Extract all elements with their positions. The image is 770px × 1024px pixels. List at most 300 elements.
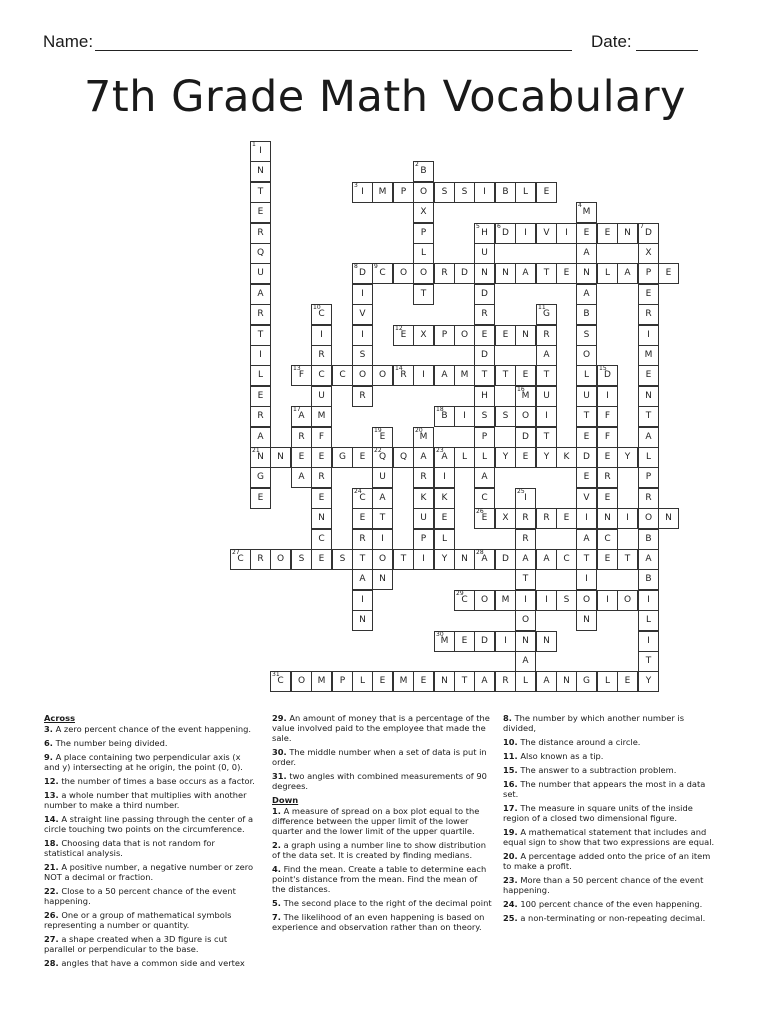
cell-letter: N	[604, 513, 611, 523]
clue-item	[272, 898, 492, 908]
clue-number-label: 1.	[272, 806, 281, 816]
grid-cell	[250, 263, 271, 284]
grid-cell	[434, 447, 455, 468]
cell-letter: D	[604, 370, 611, 380]
grid-cell	[474, 549, 495, 570]
cell-letter: I	[463, 411, 466, 421]
grid-cell	[638, 243, 659, 264]
grid-cell	[434, 182, 455, 203]
grid-cell	[413, 284, 434, 305]
clue-number-label: 20.	[503, 851, 518, 861]
clue-number: 12	[395, 325, 403, 332]
cell-letter: N	[257, 166, 264, 176]
cell-letter: E	[420, 676, 427, 686]
cell-letter: P	[645, 268, 652, 278]
cell-letter: P	[420, 534, 427, 544]
clue-number-label: 3.	[44, 724, 53, 734]
cell-letter: M	[440, 636, 449, 646]
grid-cell	[352, 529, 373, 550]
grid-cell	[576, 427, 597, 448]
grid-cell	[576, 467, 597, 488]
cell-letter: R	[318, 472, 325, 482]
cell-letter: R	[257, 411, 264, 421]
clue-item	[272, 713, 492, 743]
clue-item	[503, 803, 715, 823]
grid-cell	[638, 365, 659, 386]
clue-number-label: 6.	[44, 738, 53, 748]
grid-cell	[576, 386, 597, 407]
grid-cell	[474, 284, 495, 305]
grid-cell	[291, 671, 312, 692]
clue-item	[272, 864, 492, 894]
grid-cell	[536, 304, 557, 325]
cell-letter: A	[257, 289, 264, 299]
cell-letter: S	[461, 187, 468, 197]
grid-cell	[576, 549, 597, 570]
grid-cell	[250, 467, 271, 488]
cell-letter: V	[583, 493, 590, 503]
grid-cell	[597, 223, 618, 244]
cell-letter: E	[665, 268, 672, 278]
grid-cell	[250, 202, 271, 223]
cell-letter: M	[460, 370, 469, 380]
cell-letter: Q	[399, 452, 408, 462]
grid-cell	[638, 386, 659, 407]
grid-cell	[372, 467, 393, 488]
across-heading: Across	[44, 713, 76, 723]
grid-cell	[311, 508, 332, 529]
grid-cell	[393, 671, 414, 692]
clue-number-label: 10.	[503, 737, 518, 747]
cell-letter: K	[420, 493, 427, 503]
grid-cell	[536, 345, 557, 366]
grid-cell	[576, 406, 597, 427]
cell-letter: L	[645, 615, 651, 625]
grid-cell	[270, 549, 291, 570]
cell-letter: E	[257, 493, 264, 503]
cell-letter: A	[543, 350, 550, 360]
cell-letter: L	[522, 676, 528, 686]
cell-letter: E	[604, 493, 611, 503]
cell-letter: U	[379, 472, 386, 482]
grid-cell	[515, 365, 536, 386]
cell-letter: U	[583, 391, 590, 401]
grid-cell	[434, 467, 455, 488]
cell-letter: T	[543, 370, 550, 380]
cell-letter: F	[604, 411, 611, 421]
grid-cell	[352, 590, 373, 611]
clue-item	[44, 838, 256, 858]
grid-cell	[515, 386, 536, 407]
cell-letter: A	[441, 452, 448, 462]
cell-letter: B	[583, 309, 590, 319]
grid-cell	[250, 386, 271, 407]
cell-letter: I	[585, 574, 588, 584]
grid-cell	[413, 529, 434, 550]
clue-text: The answer to a subtraction problem.	[517, 765, 677, 775]
cell-letter: R	[522, 534, 529, 544]
grid-cell	[556, 223, 577, 244]
grid-cell	[311, 671, 332, 692]
grid-cell	[556, 508, 577, 529]
cell-letter: N	[645, 391, 652, 401]
cell-letter: E	[522, 452, 529, 462]
cell-letter: E	[583, 472, 590, 482]
cell-letter: S	[563, 595, 570, 605]
cell-letter: E	[645, 370, 652, 380]
cell-letter: I	[320, 330, 323, 340]
cell-letter: E	[481, 513, 488, 523]
grid-cell	[536, 590, 557, 611]
cell-letter: L	[461, 452, 467, 462]
cell-letter: R	[645, 309, 652, 319]
grid-cell	[311, 447, 332, 468]
down-clues	[272, 806, 492, 932]
clue-text: a whole number that multiplies with another number to make a third number.	[44, 790, 247, 810]
cell-letter: S	[481, 411, 488, 421]
grid-cell	[413, 467, 434, 488]
grid-cell	[352, 549, 373, 570]
cell-letter: D	[359, 268, 366, 278]
cell-letter: A	[583, 248, 590, 258]
cell-letter: T	[583, 411, 590, 421]
cell-letter: R	[481, 309, 488, 319]
clue-number-label: 28.	[44, 958, 59, 968]
grid-cell	[617, 263, 638, 284]
clue-text: A percentage added onto the price of an item to make a profit.	[503, 851, 711, 871]
clue-number-label: 8.	[503, 713, 512, 723]
grid-cell	[515, 263, 536, 284]
grid-cell	[311, 488, 332, 509]
grid-cell	[454, 263, 475, 284]
clue-number: 18	[436, 406, 444, 413]
cell-letter: A	[583, 289, 590, 299]
clue-text: A zero percent chance of the event happening.	[52, 724, 252, 734]
grid-cell	[454, 671, 475, 692]
cell-letter: A	[624, 268, 631, 278]
clue-item	[272, 771, 492, 791]
grid-cell	[332, 549, 353, 570]
grid-cell	[658, 508, 679, 529]
grid-cell	[576, 569, 597, 590]
grid-cell	[454, 631, 475, 652]
grid-cell	[250, 141, 271, 162]
cell-letter: T	[502, 370, 509, 380]
clue-item	[503, 913, 715, 923]
cell-letter: U	[420, 513, 427, 523]
cell-letter: T	[257, 187, 264, 197]
grid-cell	[291, 427, 312, 448]
grid-cell	[311, 325, 332, 346]
cell-letter: S	[359, 350, 366, 360]
clue-text: 100 percent chance of the even happening.	[517, 899, 703, 909]
grid-cell	[291, 447, 312, 468]
clue-text: The second place to the right of the decimal point	[280, 898, 492, 908]
cell-letter: A	[543, 554, 550, 564]
cell-letter: C	[461, 595, 468, 605]
clue-text: More than a 50 percent chance of the event happening.	[503, 875, 704, 895]
grid-cell	[250, 365, 271, 386]
cell-letter: A	[481, 676, 488, 686]
clue-item	[44, 724, 256, 734]
clue-item	[44, 790, 256, 810]
grid-cell	[413, 243, 434, 264]
cell-letter: A	[522, 268, 529, 278]
clue-text: The measure in square units of the inside region of a closed two dimensional figure.	[503, 803, 693, 823]
cell-letter: N	[624, 228, 631, 238]
cell-letter: E	[522, 370, 529, 380]
cell-letter: E	[318, 554, 325, 564]
cell-letter: A	[420, 452, 427, 462]
grid-cell	[638, 467, 659, 488]
cell-letter: N	[359, 615, 366, 625]
clue-number-label: 4.	[272, 864, 281, 874]
grid-cell	[352, 569, 373, 590]
grid-cell	[372, 447, 393, 468]
cell-letter: I	[259, 350, 262, 360]
cell-letter: I	[524, 493, 527, 503]
grid-cell	[454, 182, 475, 203]
clue-item	[44, 752, 256, 772]
grid-cell	[638, 223, 659, 244]
grid-cell	[352, 365, 373, 386]
grid-cell	[372, 488, 393, 509]
cell-letter: R	[645, 493, 652, 503]
grid-cell	[515, 529, 536, 550]
clue-item	[503, 899, 715, 909]
grid-cell	[515, 406, 536, 427]
grid-cell	[495, 365, 516, 386]
cell-letter: A	[298, 411, 305, 421]
cell-letter: E	[583, 432, 590, 442]
grid-cell	[311, 529, 332, 550]
clue-number-label: 7.	[272, 912, 281, 922]
cell-letter: E	[563, 513, 570, 523]
clue-text: Close to a 50 percent chance of the event happening.	[44, 886, 236, 906]
grid-cell	[372, 569, 393, 590]
grid-cell	[536, 549, 557, 570]
cell-letter: M	[378, 187, 387, 197]
grid-cell	[617, 549, 638, 570]
cell-letter: I	[504, 636, 507, 646]
grid-cell	[638, 671, 659, 692]
grid-cell	[270, 447, 291, 468]
cell-letter: C	[604, 534, 611, 544]
cell-letter: I	[483, 187, 486, 197]
grid-cell	[352, 325, 373, 346]
grid-cell	[495, 325, 516, 346]
grid-cell	[556, 447, 577, 468]
grid-cell	[576, 325, 597, 346]
cell-letter: T	[400, 554, 407, 564]
grid-cell	[434, 406, 455, 427]
grid-cell	[658, 263, 679, 284]
cell-letter: E	[379, 432, 386, 442]
clue-number: 17	[293, 406, 301, 413]
cell-letter: I	[361, 595, 364, 605]
clue-number: 5	[476, 223, 480, 230]
grid-cell	[393, 325, 414, 346]
grid-cell	[372, 549, 393, 570]
cell-letter: R	[298, 432, 305, 442]
grid-cell	[495, 406, 516, 427]
cell-letter: M	[582, 207, 591, 217]
grid-cell	[474, 447, 495, 468]
grid-cell	[474, 223, 495, 244]
cell-letter: A	[583, 534, 590, 544]
clue-text: A place containing two perpendicular axis (x and y) intersecting at he origin, the point (0, 0).	[44, 752, 243, 772]
cell-letter: R	[441, 268, 448, 278]
grid-cell	[291, 406, 312, 427]
grid-cell	[638, 651, 659, 672]
grid-cell	[576, 447, 597, 468]
cell-letter: C	[563, 554, 570, 564]
grid-cell	[638, 488, 659, 509]
grid-cell	[536, 263, 557, 284]
cell-letter: I	[443, 472, 446, 482]
grid-cell	[536, 386, 557, 407]
grid-cell	[434, 508, 455, 529]
grid-cell	[250, 182, 271, 203]
cell-letter: F	[318, 432, 325, 442]
cell-letter: Y	[543, 452, 550, 462]
cell-letter: L	[359, 676, 365, 686]
clue-number: 28	[476, 549, 484, 556]
cell-letter: N	[522, 330, 529, 340]
clue-text: The number that appears the most in a data set.	[503, 779, 706, 799]
cell-letter: N	[257, 452, 264, 462]
grid-cell	[597, 447, 618, 468]
cell-letter: O	[276, 554, 285, 564]
grid-cell	[250, 161, 271, 182]
cell-letter: P	[645, 472, 652, 482]
clue-text: The likelihood of an even happening is based on experience and observation rather than on theory.	[272, 912, 485, 932]
grid-cell	[434, 671, 455, 692]
cell-letter: V	[359, 309, 366, 319]
clue-item	[503, 737, 715, 747]
clue-number: 4	[578, 202, 582, 209]
clue-item	[503, 827, 715, 847]
cell-letter: R	[257, 309, 264, 319]
cell-letter: D	[481, 350, 488, 360]
cell-letter: E	[543, 187, 550, 197]
clue-text: The number by which another number is divided,	[503, 713, 685, 733]
grid-cell	[515, 631, 536, 652]
clue-number: 13	[293, 365, 301, 372]
grid-cell	[638, 590, 659, 611]
cell-letter: A	[522, 656, 529, 666]
grid-cell	[474, 365, 495, 386]
clue-text: a shape created when a 3D figure is cut parallel or perpendicular to the base.	[44, 934, 228, 954]
cell-letter: I	[524, 228, 527, 238]
grid-cell	[352, 345, 373, 366]
cell-letter: A	[441, 370, 448, 380]
cell-letter: A	[298, 472, 305, 482]
cell-letter: R	[522, 513, 529, 523]
grid-cell	[250, 488, 271, 509]
clue-text: A straight line passing through the center of a circle touching two points on the circumference.	[44, 814, 254, 834]
cell-letter: E	[441, 513, 448, 523]
cell-letter: E	[379, 676, 386, 686]
grid-cell	[434, 529, 455, 550]
grid-cell	[474, 590, 495, 611]
clue-item	[44, 814, 256, 834]
clue-text: A measure of spread on a box plot equal to the difference between the upper limit of the lower quarter and the lower limit of the upper quartile.	[272, 806, 480, 836]
cell-letter: R	[604, 472, 611, 482]
clue-item	[44, 776, 256, 786]
grid-cell	[413, 488, 434, 509]
cell-letter: X	[502, 513, 509, 523]
grid-cell	[332, 365, 353, 386]
grid-cell	[515, 569, 536, 590]
clue-text: A positive number, a negative number or zero NOT a decimal or fraction.	[44, 862, 254, 882]
cell-letter: D	[502, 228, 509, 238]
grid-cell	[352, 284, 373, 305]
grid-cell	[250, 427, 271, 448]
clue-text: a non-terminating or non-repeating decimal.	[517, 913, 706, 923]
cell-letter: Y	[645, 676, 652, 686]
cell-letter: R	[257, 554, 264, 564]
clue-item	[503, 779, 715, 799]
cell-letter: U	[257, 268, 264, 278]
cell-letter: U	[318, 391, 325, 401]
grid-cell	[556, 549, 577, 570]
grid-cell	[495, 631, 516, 652]
cell-letter: R	[359, 534, 366, 544]
grid-cell	[638, 610, 659, 631]
grid-cell	[413, 671, 434, 692]
clue-number: 11	[538, 304, 546, 311]
grid-cell	[638, 529, 659, 550]
grid-cell	[617, 447, 638, 468]
cell-letter: H	[481, 228, 488, 238]
clue-text: An amount of money that is a percentage of the value involved paid to the employee that made the sale.	[272, 713, 490, 743]
cell-letter: F	[298, 370, 305, 380]
grid-cell	[576, 202, 597, 223]
grid-cell	[515, 223, 536, 244]
cell-letter: E	[624, 676, 631, 686]
grid-cell	[311, 386, 332, 407]
cell-letter: T	[461, 676, 468, 686]
grid-cell	[576, 304, 597, 325]
cell-letter: T	[543, 268, 550, 278]
grid-cell	[515, 508, 536, 529]
clue-text: Also known as a tip.	[517, 751, 604, 761]
cell-letter: Y	[624, 452, 631, 462]
grid-cell	[597, 263, 618, 284]
across-continued	[272, 713, 492, 791]
cell-letter: T	[257, 330, 264, 340]
grid-cell	[393, 549, 414, 570]
cell-letter: U	[543, 391, 550, 401]
clue-text: Choosing data that is not random for statistical analysis.	[44, 838, 215, 858]
grid-cell	[372, 529, 393, 550]
clue-column-1	[44, 713, 256, 972]
cell-letter: E	[298, 452, 305, 462]
grid-cell	[515, 325, 536, 346]
cell-letter: E	[645, 289, 652, 299]
cell-letter: E	[583, 228, 590, 238]
cell-letter: S	[339, 554, 346, 564]
cell-letter: B	[645, 534, 652, 544]
grid-cell	[270, 671, 291, 692]
cell-letter: P	[400, 187, 407, 197]
clue-item	[503, 713, 715, 733]
grid-cell	[474, 508, 495, 529]
cell-letter: R	[257, 228, 264, 238]
cell-letter: I	[361, 330, 364, 340]
cell-letter: T	[420, 289, 427, 299]
